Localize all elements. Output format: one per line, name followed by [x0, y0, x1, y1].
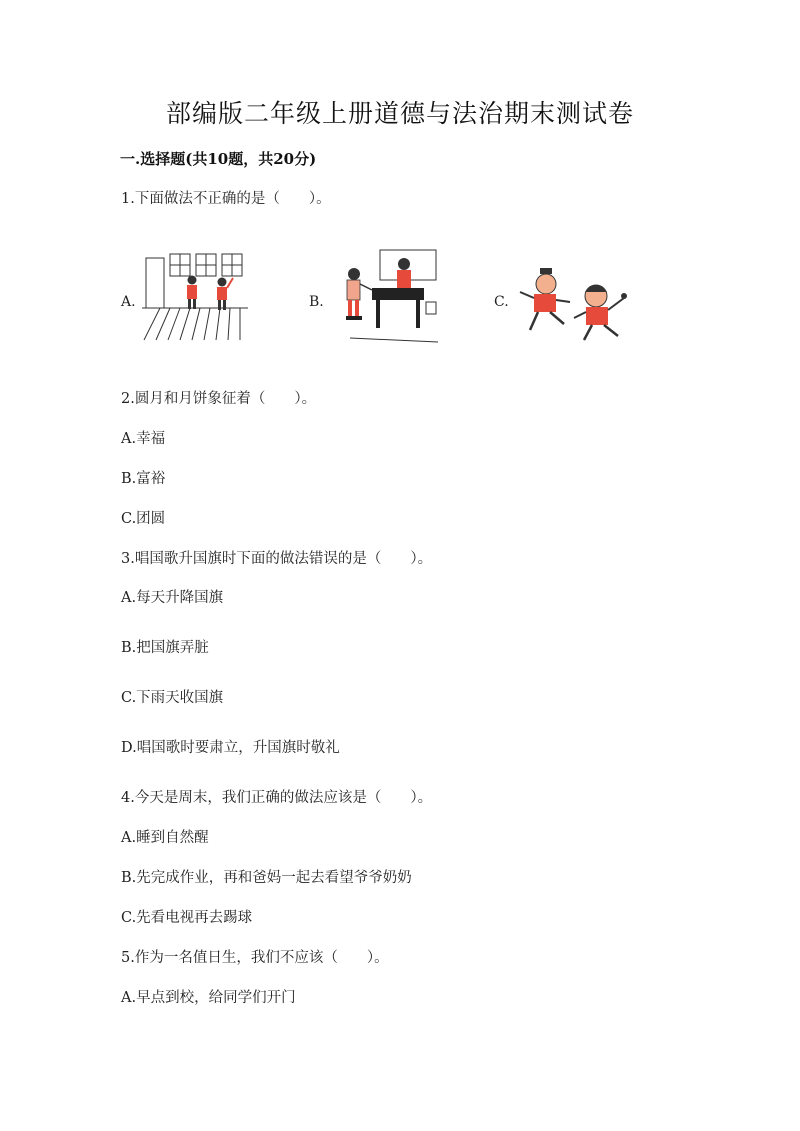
question-2-stem: 2.圆月和月饼象征着（ ）。	[121, 391, 317, 407]
q4-option-a: A.睡到自然醒	[121, 830, 209, 846]
q4-option-b: B.先完成作业，再和爸妈一起去看望爷爷奶奶	[121, 870, 412, 886]
q1-option-c-label: C.	[494, 294, 509, 310]
section-heading: 一.选择题(共10题，共20分)	[120, 150, 317, 168]
q3-option-a: A.每天升降国旗	[121, 590, 224, 606]
q3-option-d: D.唱国歌时要肃立，升国旗时敬礼	[121, 740, 340, 756]
q1-option-b-label: B.	[309, 294, 324, 310]
q3-option-b: B.把国旗弄脏	[121, 640, 209, 656]
q4-option-c: C.先看电视再去踢球	[121, 910, 253, 926]
q2-option-a: A.幸福	[121, 431, 166, 447]
question-5-stem: 5.作为一名值日生，我们不应该（ ）。	[121, 950, 389, 966]
q1-option-c-image	[514, 262, 632, 344]
question-3-stem: 3.唱国歌升国旗时下面的做法错误的是（ ）。	[121, 551, 433, 567]
question-1-stem: 1.下面做法不正确的是（ ）。	[121, 191, 331, 207]
q1-option-a-label: A.	[121, 294, 136, 310]
q2-option-c: C.团圆	[121, 511, 166, 527]
q3-option-c: C.下雨天收国旗	[121, 690, 224, 706]
q1-option-b-image	[330, 248, 440, 344]
page-title: 部编版二年级上册道德与法治期末测试卷	[165, 99, 634, 128]
q2-option-b: B.富裕	[121, 471, 166, 487]
question-4-stem: 4.今天是周末，我们正确的做法应该是（ ）。	[121, 790, 433, 806]
q1-option-a-image	[140, 250, 250, 342]
q5-option-a: A.早点到校，给同学们开门	[121, 990, 296, 1006]
